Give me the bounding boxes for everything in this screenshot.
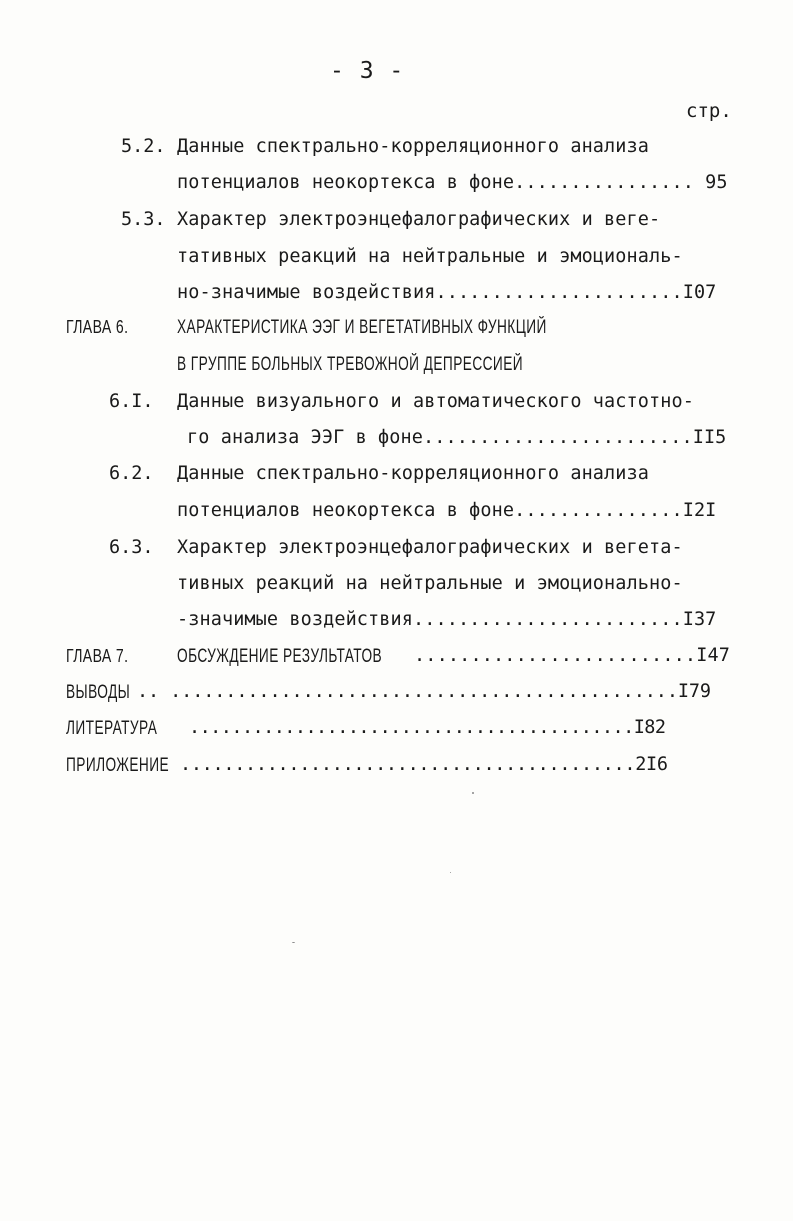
toc-entry-line: Характер электроэнцефалографических и вегета- <box>177 537 683 558</box>
pages-column-label: стр. <box>686 100 732 122</box>
toc-section-number: 6.I. <box>109 391 154 412</box>
toc-chapter-title: В ГРУППЕ БОЛЬНЫХ ТРЕВОЖНОЙ ДЕПРЕССИЕЙ <box>177 354 524 375</box>
scan-speck <box>450 872 451 873</box>
toc-section-number: 5.3. <box>121 209 166 230</box>
toc-entry-line: Данные спектрально-корреляционного анализа <box>177 136 649 157</box>
toc-leader: .........................I47 <box>414 645 731 666</box>
toc-chapter-title: ХАРАКТЕРИСТИКА ЭЭГ И ВЕГЕТАТИВНЫХ ФУНКЦИЙ <box>177 317 547 338</box>
toc-entry-title: ЛИТЕРАТУРА <box>66 718 158 739</box>
scan-speck <box>472 792 474 794</box>
toc-entry-title: ВЫВОДЫ <box>66 682 131 703</box>
toc-section-number: 6.3. <box>109 537 154 558</box>
toc-entry-line: тативных реакций на нейтральные и эмоциональ- <box>177 246 683 267</box>
toc-entry-line: тивных реакций на нейтральные и эмоционально- <box>177 573 683 594</box>
toc-entry-line: но-значимые воздействия......................I07 <box>177 282 717 303</box>
page-number: - 3 - <box>330 58 405 84</box>
toc-leader: ..........................................I82 <box>189 717 666 738</box>
toc-entry-line: потенциалов неокортекса в фоне................ 95 <box>177 172 728 193</box>
toc-section-number: 6.2. <box>109 463 154 484</box>
toc-section-number: 5.2. <box>121 136 166 157</box>
toc-chapter-label: ГЛАВА 6. <box>66 317 129 337</box>
toc-entry-line: потенциалов неокортекса в фоне...............I2I <box>177 500 717 521</box>
toc-entry-title: ПРИЛОЖЕНИЕ <box>66 755 170 776</box>
toc-entry-line: -значимые воздействия........................I37 <box>177 609 717 630</box>
toc-entry-line: Характер электроэнцефалографических и веге- <box>177 209 661 230</box>
toc-entry-line: Данные спектрально-корреляционного анализа <box>177 463 649 484</box>
toc-chapter-label: ГЛАВА 7. <box>66 646 129 666</box>
toc-leader: ..........................................2I6 <box>180 754 668 775</box>
toc-leader: .. ..............................................I79 <box>137 681 711 702</box>
toc-chapter-title: ОБСУЖДЕНИЕ РЕЗУЛЬТАТОВ <box>177 646 383 667</box>
toc-entry-line: го анализа ЭЭГ в фоне........................II5 <box>187 427 727 448</box>
scan-speck <box>292 942 295 943</box>
toc-entry-line: Данные визуального и автоматического частотно- <box>177 391 694 412</box>
